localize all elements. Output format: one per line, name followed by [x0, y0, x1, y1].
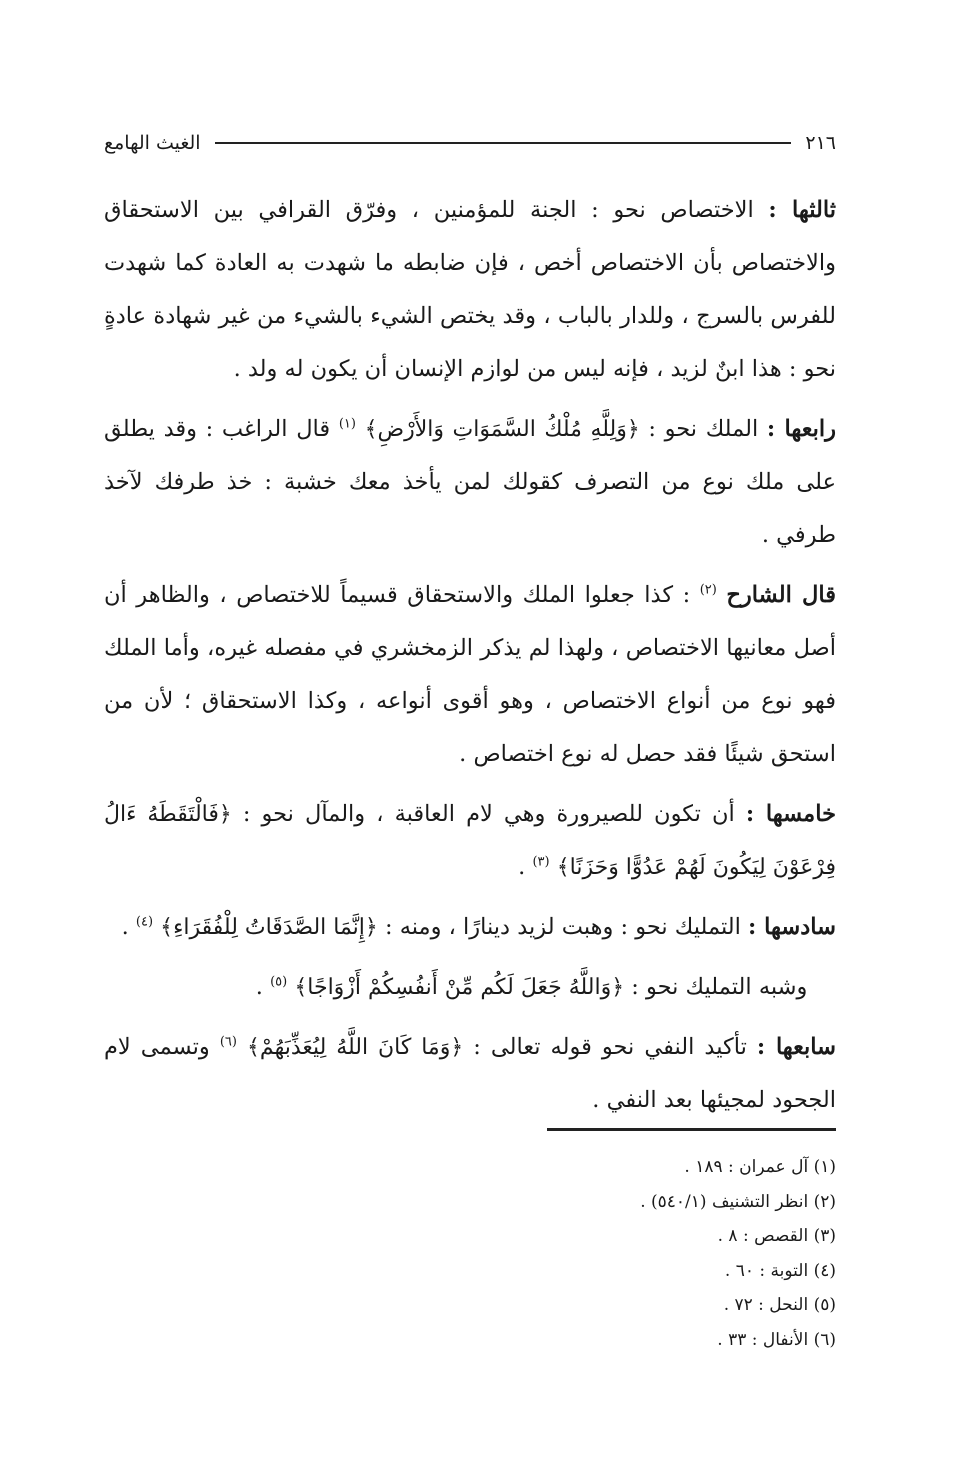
- paragraph-text: .: [121, 914, 136, 940]
- paragraph-text: قال الراغب : وقد يطلق على ملك نوع من التصرف كقولك لمن يأخذ معك خشبة : خذ طرفك لآخذ طرفي .: [104, 416, 836, 548]
- paragraph-lead: سادسها :: [748, 914, 836, 940]
- paragraph-lead: قال الشارح: [726, 582, 836, 608]
- footnote-item: (٦) الأنفال : ٣٣ .: [717, 1329, 836, 1350]
- page-header: [104, 128, 836, 158]
- quran-verse: ﴿وَلِلَّهِ مُلْكُ السَّمَوَاتِ وَالأَرْضِ﴾: [364, 417, 640, 442]
- paragraph-sixth-meaning: [104, 901, 836, 954]
- paragraph-lead: سابعها :: [756, 1034, 836, 1060]
- footnote-marker: (٢): [699, 582, 717, 598]
- paragraph-text: أن تكون للصيرورة وهي لام العاقبة ، والمآل نحو :: [231, 801, 746, 827]
- paragraph-text: الاختصاص نحو : الجنة للمؤمنين ، وفرّق القرافي بين الاستحقاق والاختصاص بأن الاختصاص أخص ، فإن ضابطه ما شهدت به العادة كما شهدت للفرس بالسرج ، وللدار بالباب ، وقد يختص الشيء بالشيء من غير شهادة عادةٍ نحو : هذا ابنٌ لزيد ، فإنه ليس من لوازم الإنسان أن يكون له ولد .: [104, 197, 836, 382]
- footnote-marker: (٤): [135, 914, 154, 930]
- paragraph-text: وشبه التمليك نحو :: [624, 974, 808, 1000]
- paragraph-text: .: [518, 854, 533, 880]
- paragraph-text: .: [255, 974, 271, 1000]
- paragraph-fourth-meaning: [104, 403, 836, 562]
- paragraph-text: : كذا جعلوا الملك والاستحقاق قسيماً للاختصاص ، والظاهر أن أصل معانيها الاختصاص ، ولهذا لم يذكر الزمخشري في مفصله غيره، وأما الملك فهو نوع من أنواع الاختصاص ، وهو أقوى أنواعه ، وكذا الاستحقاق ؛ لأن من استحق شيئًا فقد حصل له نوع اختصاص .: [104, 582, 836, 767]
- footnote-marker: (٥): [270, 974, 288, 990]
- paragraph-lead: رابعها :: [766, 416, 836, 442]
- paragraph-quasi-ownership: [104, 961, 836, 1014]
- paragraph-lead: خامسها :: [745, 801, 836, 827]
- paragraph-fifth-meaning: [104, 788, 836, 894]
- paragraph-commentator: [104, 569, 836, 781]
- footnote-item: (١) آل عمران : ١٨٩ .: [684, 1157, 836, 1177]
- paragraph-text: التمليك نحو : وهبت لزيد دينارًا ، ومنه :: [377, 914, 749, 940]
- paragraph-third-meaning: [104, 184, 836, 396]
- page-number: ٢١٦: [805, 132, 836, 154]
- header-rule: [215, 142, 792, 144]
- footnotes-list: [300, 1150, 836, 1357]
- quran-verse: ﴿وَاللَّهُ جَعَلَ لَكُم مِّنْ أَنفُسِكُمْ أَزْوَاجًا﴾: [294, 975, 625, 1000]
- quran-verse: ﴿فَالْتَقَطَهُ ءَالُ فِرْعَوْنَ لِيَكُونَ لَهُمْ عَدُوًّا وَحَزَنًا﴾: [104, 802, 836, 880]
- paragraph-lead: ثالثها :: [768, 197, 836, 223]
- footnote-marker: (١): [338, 416, 356, 432]
- quran-verse: ﴿وَمَا كَانَ اللَّهُ لِيُعَذِّبَهُمْ﴾: [247, 1035, 464, 1060]
- footnote-marker: (٦): [219, 1034, 237, 1050]
- paragraph-text: تأكيد النفي نحو قوله تعالى :: [463, 1034, 757, 1060]
- footnote-item: (٥) النحل : ٧٢ .: [723, 1295, 836, 1315]
- paragraph-text: الملك نحو :: [639, 416, 767, 442]
- footnote-separator: [547, 1128, 836, 1131]
- quran-verse: ﴿إِنَّمَا الصَّدَقَاتُ لِلْفُقَرَاءِ﴾: [160, 915, 378, 940]
- footnote-item: (٤) التوبة : ٦٠ .: [724, 1260, 836, 1281]
- paragraph-text: وتسمى لام الجحود لمجيئها بعد النفي .: [104, 1034, 836, 1113]
- footnote-marker: (٣): [532, 854, 550, 870]
- running-title: الغيث الهامع: [104, 132, 201, 154]
- paragraph-seventh-meaning: [104, 1021, 836, 1127]
- main-text: [104, 184, 836, 1134]
- footnote-item: (٣) القصص : ٨ .: [717, 1226, 836, 1246]
- footnote-item: (٢) انظر التشنيف (٥٤٠/١) .: [640, 1191, 836, 1212]
